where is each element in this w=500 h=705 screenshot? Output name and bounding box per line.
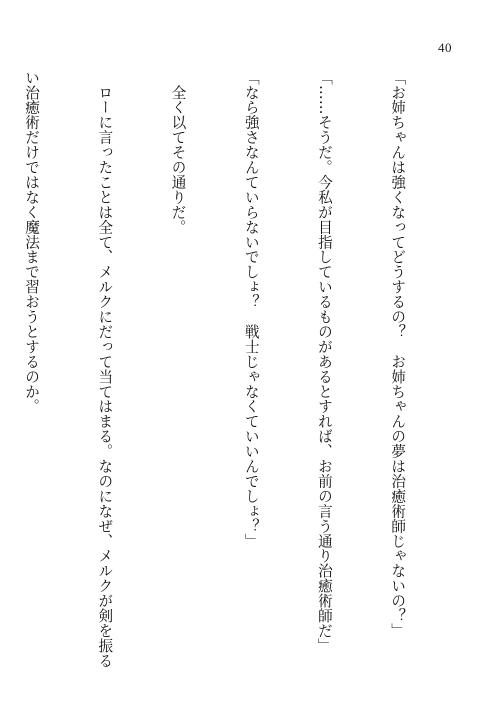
text-line: い治癒術だけではなく魔法まで習おうとするのか。	[23, 70, 41, 414]
page-number: 40	[438, 40, 452, 55]
text-line: 「……そうだ。今私が目指しているものがあるとすれば、お前の言う通り治癒術師だ」	[315, 70, 333, 654]
text-line: ローに言ったことは全て、メルクにだって当てはまる。なのになぜ、メルクが剣を振る	[96, 70, 114, 668]
vertical-text-body	[23, 70, 458, 680]
text-line: 全く以てその通りだ。	[169, 70, 187, 235]
text-line: 「なら強さなんていらないでしょ？ 戦士じゃなくていいんでしょ？」	[242, 70, 260, 549]
text-line: 「お姉ちゃんは強くなってどうするの？ お姉ちゃんの夢は治癒術師じゃないの？」	[389, 70, 407, 639]
